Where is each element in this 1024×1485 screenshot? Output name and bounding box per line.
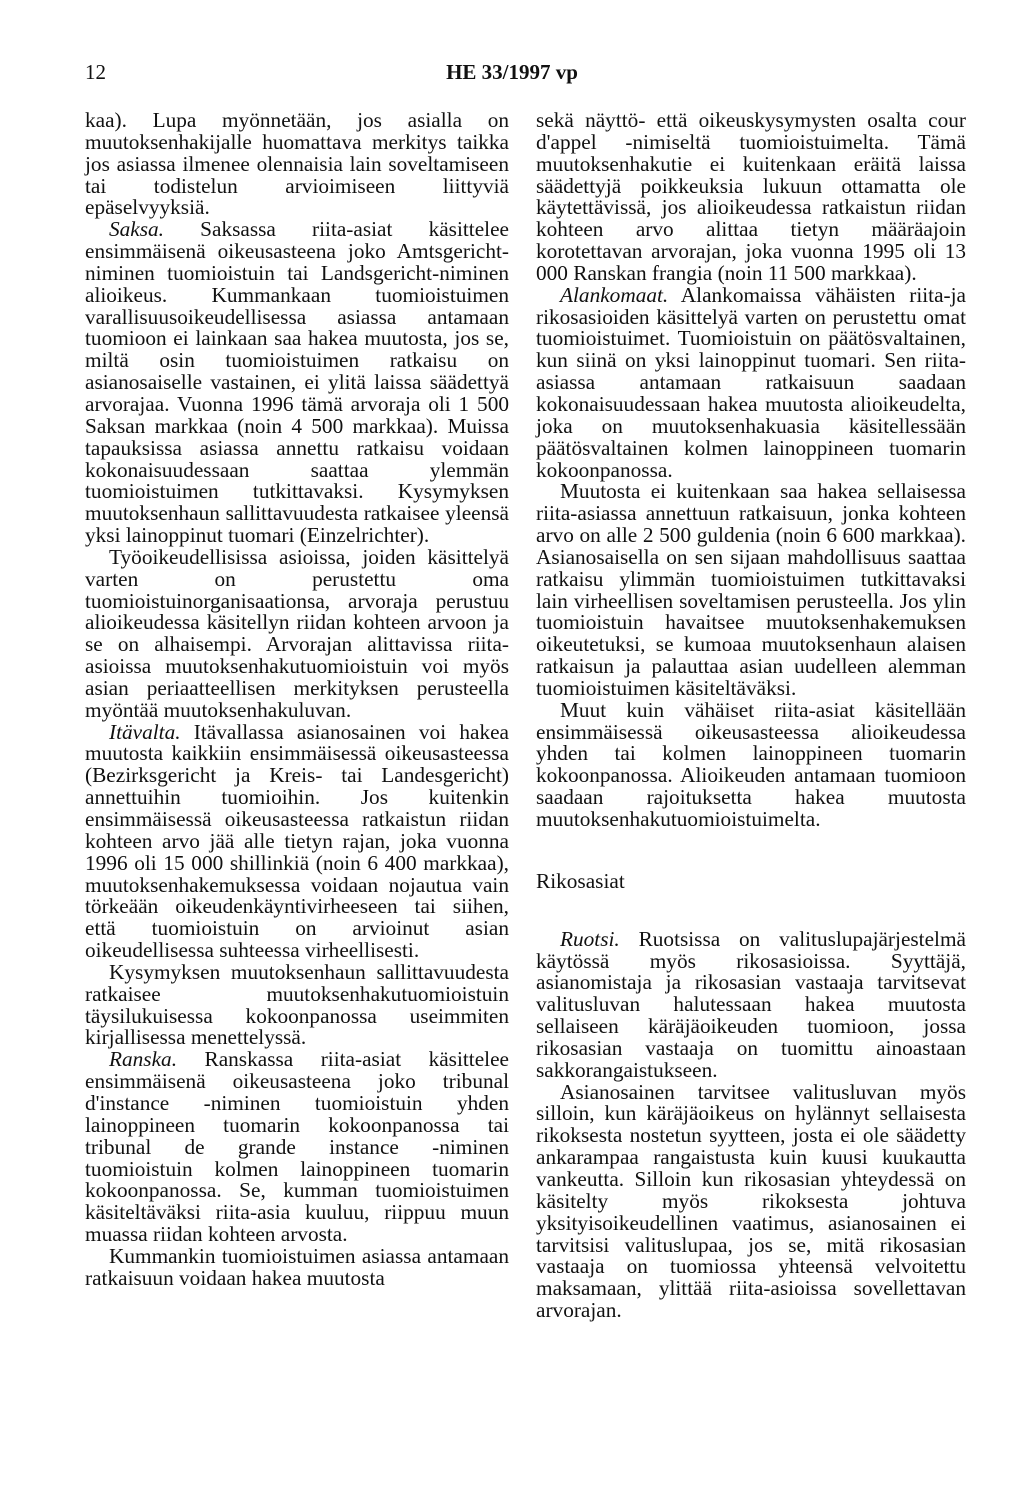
paragraph: kaa). Lupa myönnetään, jos asialla on muutoksenhakijalle huomattava merkitys taikka jos asiassa ilmenee olennaisia lain soveltamiseen tai todistelun arvioimiseen liittyviä epäselvyyksiä. (85, 108, 509, 220)
paragraph: Muut kuin vähäiset riita-asiat käsitellään ensimmäisessä oikeusasteessa alioikeudessa yhden tai kolmen lainoppineen tuomarin kokoonpanossa. Alioikeuden antamaan tuomioon saadaan rajoituksetta hakea muutosta muutoksenhakutuomioistuimelta. (536, 697, 966, 831)
paragraph: Kysymyksen muutoksenhaun sallittavuudesta ratkaisee muutoksenhakutuomioistuin täysilukuisessa kokoonpanossa useimmiten kirjallisessa menettelyssä. (85, 959, 509, 1050)
country-label: Ranska. (109, 1047, 178, 1072)
paragraph-netherlands (536, 282, 966, 482)
country-label: Saksa. (109, 217, 165, 242)
paragraph-sweden (536, 926, 966, 1082)
left-column (85, 110, 509, 1290)
paragraph: Työoikeudellisissa asioissa, joiden käsittelyä varten on perustettu oma tuomioistuinorganisaationsa, arvoraja perustuu alioikeudessa käsitellyn riidan kohteen arvoon ja se on alhaisempi. Arvorajan alittavissa riita-asioissa muutoksenhakutuomioistuin voi myös asian periaatteellisen merkityksen perusteella myöntää muutoksenhakuluvan. (85, 544, 509, 722)
country-label: Itävalta. (109, 719, 181, 744)
country-label: Alankomaat. (560, 282, 669, 307)
paragraph-france (85, 1049, 509, 1246)
paragraph-text: Itävallassa asianosainen voi hakea muutosta kaikkiin ensimmäisessä oikeusasteessa (Bezirksgericht ja Kreis- tai Landesgericht) annettuihin tuomioihin. Jos kuitenkin ensimmäisessä oikeusasteessa ratkaistun riidan kohteen arvo jää alle tietyn rajan, joka vuonna 1996 oli 15 000 shillinkiä (noin 6 400 markkaa), muutoksenhakemuksessa voidaan nojautua vain törkeään oikeudenkäyntivirheeseen tai siihen, että tuomioistuin on arvioinut asian oikeudellisessa suhteessa virheellisesti. (85, 719, 509, 963)
section-heading: Rikosasiat (536, 868, 625, 893)
country-label: Ruotsi. (560, 926, 620, 951)
paragraph-text: Ranskassa riita-asiat käsittelee ensimmäisenä oikeusasteena joko tribunal d'instance -niminen tuomioistuin yhden lainoppineen tuomarin kokoonpanossa tai tribunal de grande instance -niminen tuomioistuin kolmen lainoppineen tuomarin kokoonpanossa. Se, kumman tuomioistuimen käsiteltäväksi riita-asia kuuluu, riippuu muun muassa riidan kohteen arvosta. (85, 1047, 509, 1247)
paragraph: Kummankin tuomioistuimen asiassa antamaan ratkaisuun voidaan hakea muutosta (85, 1243, 509, 1290)
paragraph: Asianosainen tarvitsee valitusluvan myös silloin, kun käräjäoikeus on hylännyt sellaisesta rikoksesta nostetun syytteen, josta ei ole säädetty ankarampaa rangaistusta kuin kuusi kuukautta vankeutta. Silloin kun rikosasian yhteydessä on käsitelty myös rikoksesta johtuva yksityisoikeudellinen vaatimus, asianosainen ei tarvitsisi valituslupaa, jos se, mitä rikosasian vastaaja on tuomiossa yhteensä velvoitettu maksamaan, ylittää riita-asioissa sovellettavan arvorajan. (536, 1079, 966, 1323)
running-head: HE 33/1997 vp (446, 60, 578, 84)
paragraph: Muutosta ei kuitenkaan saa hakea sellaisessa riita-asiassa annettuun ratkaisuun, jonka kohteen arvo on alle 2 500 guldenia (noin 6 600 markkaa). Asianosaisella on sen sijaan mahdollisuus saattaa ratkaisu ylimmän tuomioistuimen tutkittavaksi lain virheellisen soveltamisen perusteella. Jos ylin tuomioistuin havaitsee muutoksenhakemuksen oikeutetuksi, se kumoaa muutoksenhaun alaisen ratkaisun ja palauttaa asian uudelleen alemman tuomioistuimen käsiteltäväksi. (536, 479, 966, 700)
right-column (536, 110, 966, 1322)
paragraph-germany (85, 219, 509, 547)
paragraph-text: Ruotsissa on valituslupajärjestelmä käytössä myös rikosasioissa. Syyttäjä, asianomistaja ja rikosasian vastaaja tarvitsevat valitusluvan halutessaan hakea muutosta sellaiseen käräjäoikeuden tuomioon, jossa rikosasian vastaaja on tuomittu ainoastaan sakkorangaistukseen. (536, 926, 966, 1082)
paragraph-text: Alankomaissa vähäisten riita-ja rikosasioiden käsittelyä varten on perustettu omat tuomioistuimet. Tuomioistuin on päätösvaltainen, kun siinä on yksi lainoppinut tuomari. Sen riita-asiassa antamaan ratkaisuun saadaan kokonaisuudessaan hakea muutosta alioikeudelta, joka on muutoksenhakuasia käsitellessään päätösvaltainen kolmen lainoppineen tuomarin kokoonpanossa. (536, 282, 966, 482)
paragraph-text: Saksassa riita-asiat käsittelee ensimmäisenä oikeusasteena joko Amtsgericht-niminen tuomioistuin tai Landsgericht-niminen alioikeus. Kummankaan tuomioistuimen varallisuusoikeudellisessa asiassa antamaan tuomioon ei lainkaan saa hakea muutosta, jos se, miltä osin tuomioistuimen ratkaisu on asianosaiselle vastainen, ei ylitä laissa säädettyä arvorajaa. Vuonna 1996 tämä arvoraja oli 1 500 Saksan markkaa (noin 4 500 markkaa). Muissa tapauksissa asiassa annettu ratkaisu voidaan kokonaisuudessaan saattaa ylemmän tuomioistuimen tutkittavaksi. Kysymyksen muutoksenhaun sallittavuudesta ratkaisee yleensä yksi lainoppinut tuomari (Einzelrichter). (85, 217, 509, 548)
page-number: 12 (85, 60, 106, 84)
paragraph-austria (85, 719, 509, 963)
paragraph: sekä näyttö- että oikeuskysymysten osalta cour d'appel -nimiseltä tuomioistuimelta. Tämä muutoksenhakutie ei kuitenkaan eräitä laissa säädettyjä poikkeuksia lukuun ottamatta ole käytettävissä, jos alioikeudessa ratkaistun riidan kohteen arvo alittaa tietyn määräajoin korotettavan arvorajan, joka vuonna 1995 oli 13 000 Ranskan frangia (noin 11 500 markkaa). (536, 108, 966, 285)
